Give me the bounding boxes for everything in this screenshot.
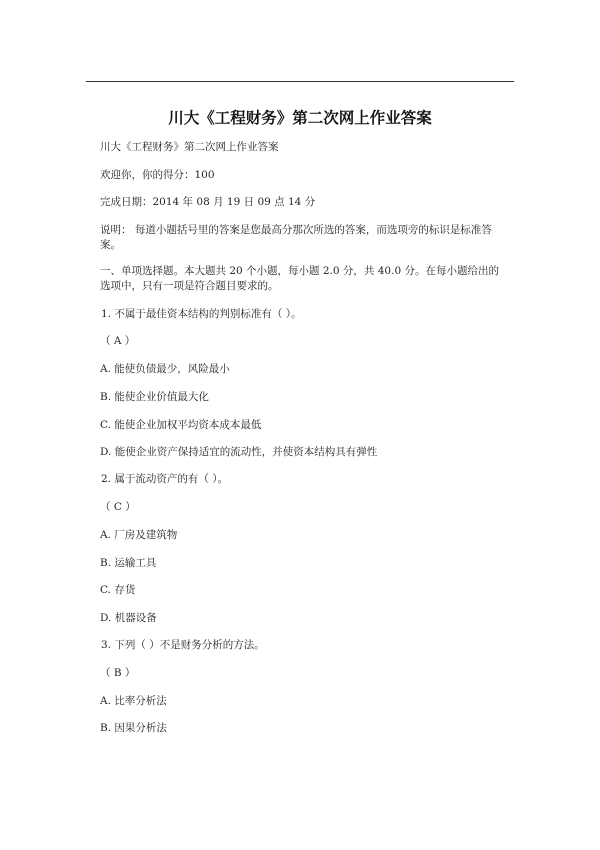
question-3-answer: （ B ） bbox=[100, 667, 136, 679]
question-2-option-d: D. 机器设备 bbox=[100, 612, 157, 624]
question-1-stem: 1. 不属于最佳资本结构的判别标准有（ ）。 bbox=[101, 308, 302, 320]
question-3-option-b: B. 因果分析法 bbox=[100, 722, 167, 734]
question-1-option-c: C. 能使企业加权平均资本成本最低 bbox=[100, 419, 262, 431]
welcome-score: 欢迎你，你的得分：100 bbox=[100, 169, 215, 181]
question-3-option-a: A. 比率分析法 bbox=[100, 695, 167, 707]
question-2-answer: （ C ） bbox=[100, 501, 136, 513]
question-1-option-b: B. 能使企业价值最大化 bbox=[100, 391, 209, 403]
question-3-stem: 3. 下列（ ）不是财务分析的方法。 bbox=[101, 639, 265, 651]
question-2-option-a: A. 厂房及建筑物 bbox=[100, 529, 178, 541]
section-heading-line-2: 选项中，只有一项是符合题目要求的。 bbox=[100, 280, 279, 292]
instructions-line-1: 说明： 每道小题括号里的答案是您最高分那次所选的答案，而选项旁的标识是标准答 bbox=[100, 224, 492, 236]
header-rule bbox=[86, 81, 514, 82]
question-2-stem: 2. 属于流动资产的有（ ）。 bbox=[101, 473, 228, 485]
question-1-answer: （ A ） bbox=[100, 335, 136, 347]
question-2-option-b: B. 运输工具 bbox=[100, 557, 157, 569]
question-2-option-c: C. 存货 bbox=[100, 584, 136, 596]
instructions-line-2: 案。 bbox=[100, 239, 121, 251]
section-heading-line-1: 一、单项选择题。本大题共 20 个小题，每小题 2.0 分，共 40.0 分。在每小题给出的 bbox=[100, 265, 499, 277]
subtitle: 川大《工程财务》第二次网上作业答案 bbox=[100, 141, 279, 153]
page-title: 川大《工程财务》第二次网上作业答案 bbox=[168, 108, 432, 127]
question-1-option-a: A. 能使负债最少，风险最小 bbox=[100, 363, 230, 375]
completion-date: 完成日期：2014 年 08 月 19 日 09 点 14 分 bbox=[100, 196, 316, 208]
question-1-option-d: D. 能使企业资产保持适宜的流动性，并使资本结构具有弹性 bbox=[100, 446, 378, 458]
